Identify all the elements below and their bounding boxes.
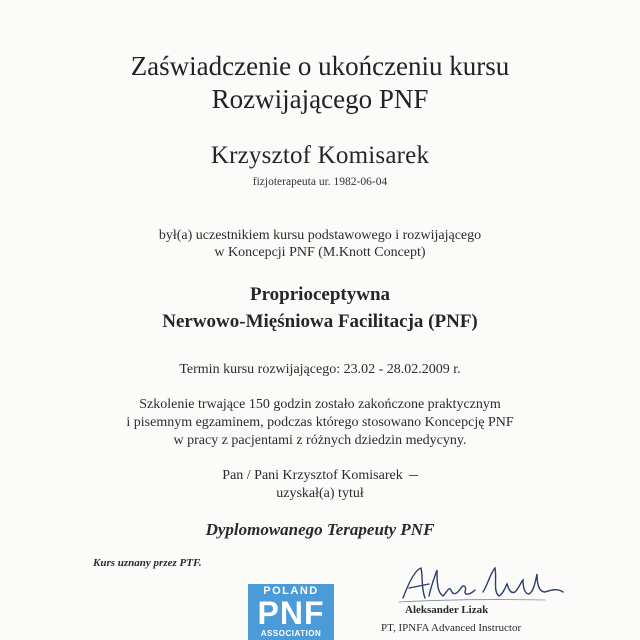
- award-line2: uzyskał(a) tytuł: [276, 486, 364, 501]
- recipient-name: Krzysztof Komisarek: [210, 142, 430, 169]
- logo-top-text: POLAND: [263, 585, 319, 597]
- certificate-title-line2: Rozwijającego PNF: [211, 84, 429, 114]
- training-line3: w pracy z pacjentami z różnych dziedzin medycyny.: [173, 433, 467, 448]
- participation-line1: był(a) uczestnikiem kursu podstawowego i rozwijającego: [158, 228, 482, 243]
- participation-line2: w Koncepcji PNF (M.Knott Concept): [214, 245, 426, 260]
- training-line1: Szkolenie trwające 150 godzin zostało zakończone praktycznym: [139, 397, 501, 412]
- pnf-association-logo: [248, 584, 334, 640]
- course-term: Termin kursu rozwijającego: 23.02 - 28.02.2009 r.: [179, 362, 461, 377]
- awarded-title: Dyplomowanego Terapeuty PNF: [205, 520, 435, 539]
- course-subject-line2: Nerwowo-Mięśniowa Facilitacja (PNF): [162, 311, 478, 332]
- award-line1: [0, 466, 640, 486]
- award-holder: Pan / Pani Krzysztof Komisarek: [222, 468, 403, 483]
- training-line2: i pisemnym egzaminem, podczas którego stosowano Koncepcję PNF: [126, 415, 514, 430]
- pen-mark: [409, 475, 418, 476]
- handwritten-signature: [395, 562, 570, 606]
- course-subject-line1: Proprioceptywna: [249, 284, 391, 305]
- logo-bottom-text: ASSOCIATION: [260, 629, 322, 638]
- recognition-note: Kurs uznany przez PTF.: [93, 557, 202, 569]
- certificate-title-line1: Zaświadczenie o ukończeniu kursu: [130, 51, 510, 81]
- signatory-name: Aleksander Lizak: [405, 604, 489, 616]
- signatory-role: PT, IPNFA Advanced Instructor: [381, 622, 522, 634]
- recipient-info: fizjoterapeuta ur. 1982-06-04: [252, 176, 388, 188]
- logo-main-text: PNF: [257, 595, 325, 631]
